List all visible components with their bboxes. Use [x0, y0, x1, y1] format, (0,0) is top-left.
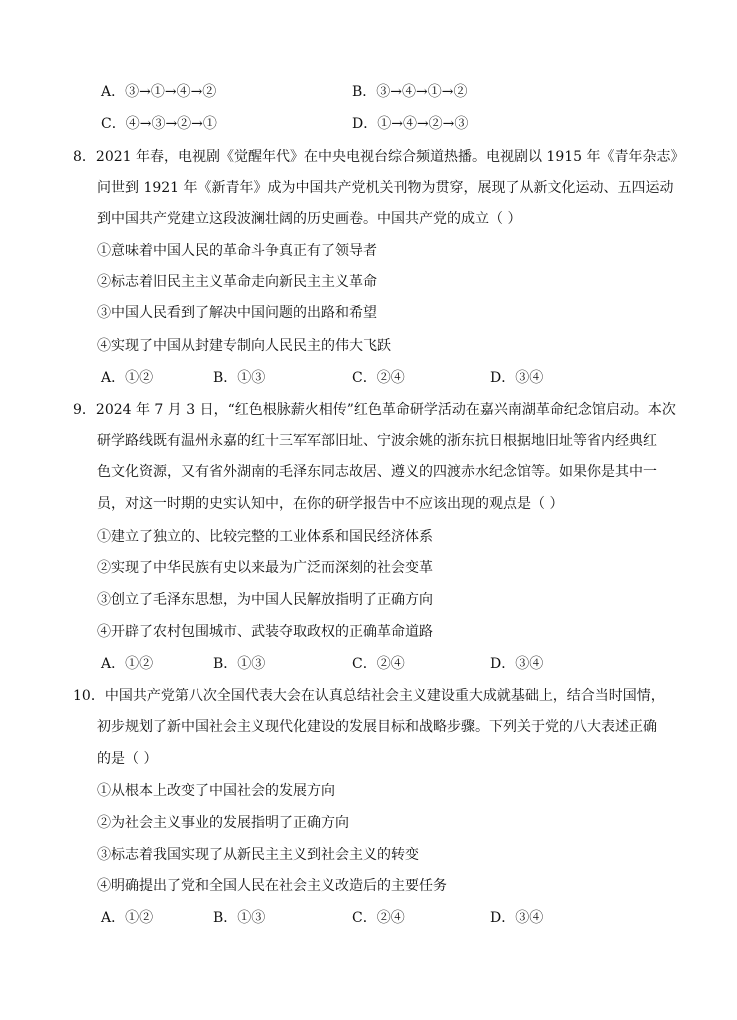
q9-item-4: ④开辟了农村包围城市、武装夺取政权的正确革命道路	[97, 624, 433, 640]
q8-option-a[interactable]: A．①②	[101, 370, 154, 386]
q8-option-d[interactable]: D．③④	[490, 370, 544, 386]
q9-item-3: ③创立了毛泽东思想，为中国人民解放指明了正确方向	[97, 592, 433, 608]
q8-option-b[interactable]: B．①③	[213, 370, 266, 386]
q8-stem-line-3: 到中国共产党建立这段波澜壮阔的历史画卷。中国共产党的成立（ ）	[97, 211, 522, 227]
q10-item-4: ④明确提出了党和全国人民在社会主义改造后的主要任务	[97, 878, 447, 894]
q7-option-a[interactable]: A．③→①→④→②	[101, 84, 217, 100]
q10-stem-line-2: 初步规划了新中国社会主义现代化建设的发展目标和战略步骤。下列关于党的八大表述正确	[97, 719, 657, 735]
q7-option-b[interactable]: B．③→④→①→②	[352, 84, 468, 100]
q9-stem-line-3: 色文化资源，又有省外湖南的毛泽东同志故居、遵义的四渡赤水纪念馆等。如果你是其中一	[97, 464, 657, 480]
q8-stem-line-2: 问世到 1921 年《新青年》成为中国共产党机关刊物为贯穿，展现了从新文化运动、五四运动	[97, 180, 674, 196]
q10-item-1: ①从根本上改变了中国社会的发展方向	[97, 783, 335, 799]
q7-option-c[interactable]: C．④→③→②→①	[101, 116, 217, 132]
q10-option-a[interactable]: A．①②	[101, 910, 154, 926]
q10-item-2: ②为社会主义事业的发展指明了正确方向	[97, 815, 349, 831]
q9-stem-line-1: 9．2024 年 7 月 3 日，“红色根脉薪火相传”红色革命研学活动在嘉兴南湖革命纪念馆启动。本次	[73, 402, 676, 418]
q10-option-b[interactable]: B．①③	[213, 910, 266, 926]
q9-item-1: ①建立了独立的、比较完整的工业体系和国民经济体系	[97, 529, 433, 545]
q10-stem-line-3: 的是（ ）	[97, 751, 158, 767]
q10-item-3: ③标志着我国实现了从新民主主义到社会主义的转变	[97, 847, 419, 863]
q9-stem-line-2: 研学路线既有温州永嘉的红十三军军部旧址、宁波余姚的浙东抗日根据地旧址等省内经典红	[97, 433, 657, 449]
q8-item-1: ①意味着中国人民的革命斗争真正有了领导者	[97, 243, 377, 259]
q8-item-4: ④实现了中国从封建专制向人民民主的伟大飞跃	[97, 338, 391, 354]
q8-option-c[interactable]: C．②④	[352, 370, 405, 386]
q7-option-d[interactable]: D．①→④→②→③	[352, 116, 469, 132]
q9-option-c[interactable]: C．②④	[352, 656, 405, 672]
q9-option-a[interactable]: A．①②	[101, 656, 154, 672]
q9-stem-line-4: 员，对这一时期的史实认知中，在你的研学报告中不应该出现的观点是（ ）	[97, 496, 564, 512]
q10-option-c[interactable]: C．②④	[352, 910, 405, 926]
q8-stem-line-1: 8．2021 年春，电视剧《觉醒年代》在中央电视台综合频道热播。电视剧以 1915 年《青年杂志》	[73, 149, 685, 165]
q8-item-2: ②标志着旧民主主义革命走向新民主主义革命	[97, 274, 377, 290]
q9-option-d[interactable]: D．③④	[490, 656, 544, 672]
q9-option-b[interactable]: B．①③	[213, 656, 266, 672]
q10-option-d[interactable]: D．③④	[490, 910, 544, 926]
q8-item-3: ③中国人民看到了解决中国问题的出路和希望	[97, 305, 377, 321]
q10-stem-line-1: 10．中国共产党第八次全国代表大会在认真总结社会主义建设重大成就基础上，结合当时国情，	[73, 688, 665, 704]
q9-item-2: ②实现了中华民族有史以来最为广泛而深刻的社会变革	[97, 560, 433, 576]
